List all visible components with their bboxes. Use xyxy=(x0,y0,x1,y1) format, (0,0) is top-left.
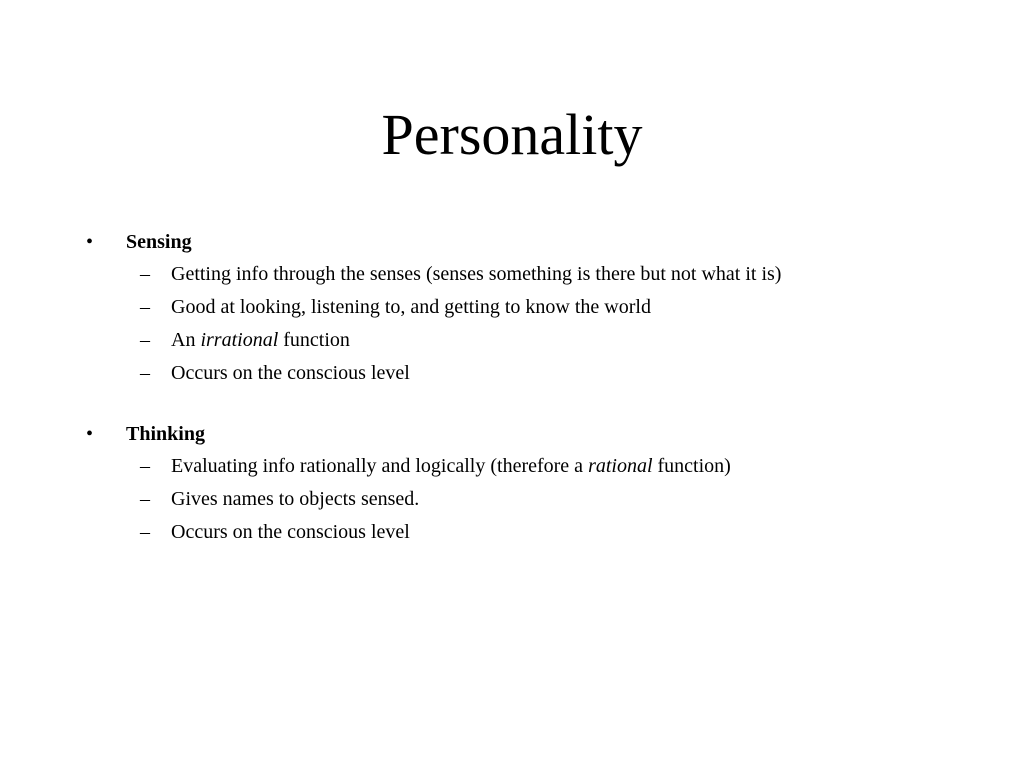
bullet-dot-icon: • xyxy=(86,423,94,445)
sub-bullet-item xyxy=(0,516,1024,549)
text-run: Gives names to objects sensed. xyxy=(171,488,420,510)
text-run: An xyxy=(171,329,201,351)
bullet-item xyxy=(0,226,1024,258)
text-run: Evaluating info rationally and logically (therefore a xyxy=(171,455,589,477)
text-run: function) xyxy=(652,455,731,477)
sub-bullet-text xyxy=(171,258,781,291)
bullet-section xyxy=(0,418,1024,549)
sub-bullet-item xyxy=(0,357,1024,390)
sub-bullet-item xyxy=(0,450,1024,483)
dash-icon: – xyxy=(140,329,150,351)
text-run: Occurs on the conscious level xyxy=(171,362,410,384)
sub-bullet-text xyxy=(171,450,731,483)
slide-content xyxy=(0,226,1024,577)
sub-bullet-text xyxy=(171,483,419,516)
dash-icon: – xyxy=(140,296,150,318)
dash-icon: – xyxy=(140,488,150,510)
text-run: Occurs on the conscious level xyxy=(171,521,410,543)
sub-bullet-text xyxy=(171,324,350,357)
bullet-dot-icon: • xyxy=(86,231,94,253)
dash-icon: – xyxy=(140,362,150,384)
sub-bullet-item xyxy=(0,291,1024,324)
text-run: function xyxy=(278,329,350,351)
emphasis-text: irrational xyxy=(200,329,279,351)
sub-bullet-text xyxy=(171,357,410,390)
sub-bullet-text xyxy=(171,516,410,549)
sub-bullet-item xyxy=(0,324,1024,357)
emphasis-text: rational xyxy=(588,455,653,477)
sub-bullet-item xyxy=(0,483,1024,516)
dash-icon: – xyxy=(140,521,150,543)
bullet-heading: Sensing xyxy=(126,231,192,253)
text-run: Getting info through the senses (senses something is there but not what it is) xyxy=(171,263,782,285)
sub-bullet-text xyxy=(171,291,651,324)
sub-bullet-item xyxy=(0,258,1024,291)
dash-icon: – xyxy=(140,455,150,477)
slide-title: Personality xyxy=(381,102,643,167)
text-run: Good at looking, listening to, and getting to know the world xyxy=(171,296,651,318)
dash-icon: – xyxy=(140,263,150,285)
bullet-section xyxy=(0,226,1024,390)
bullet-item xyxy=(0,418,1024,450)
bullet-heading: Thinking xyxy=(126,423,205,445)
